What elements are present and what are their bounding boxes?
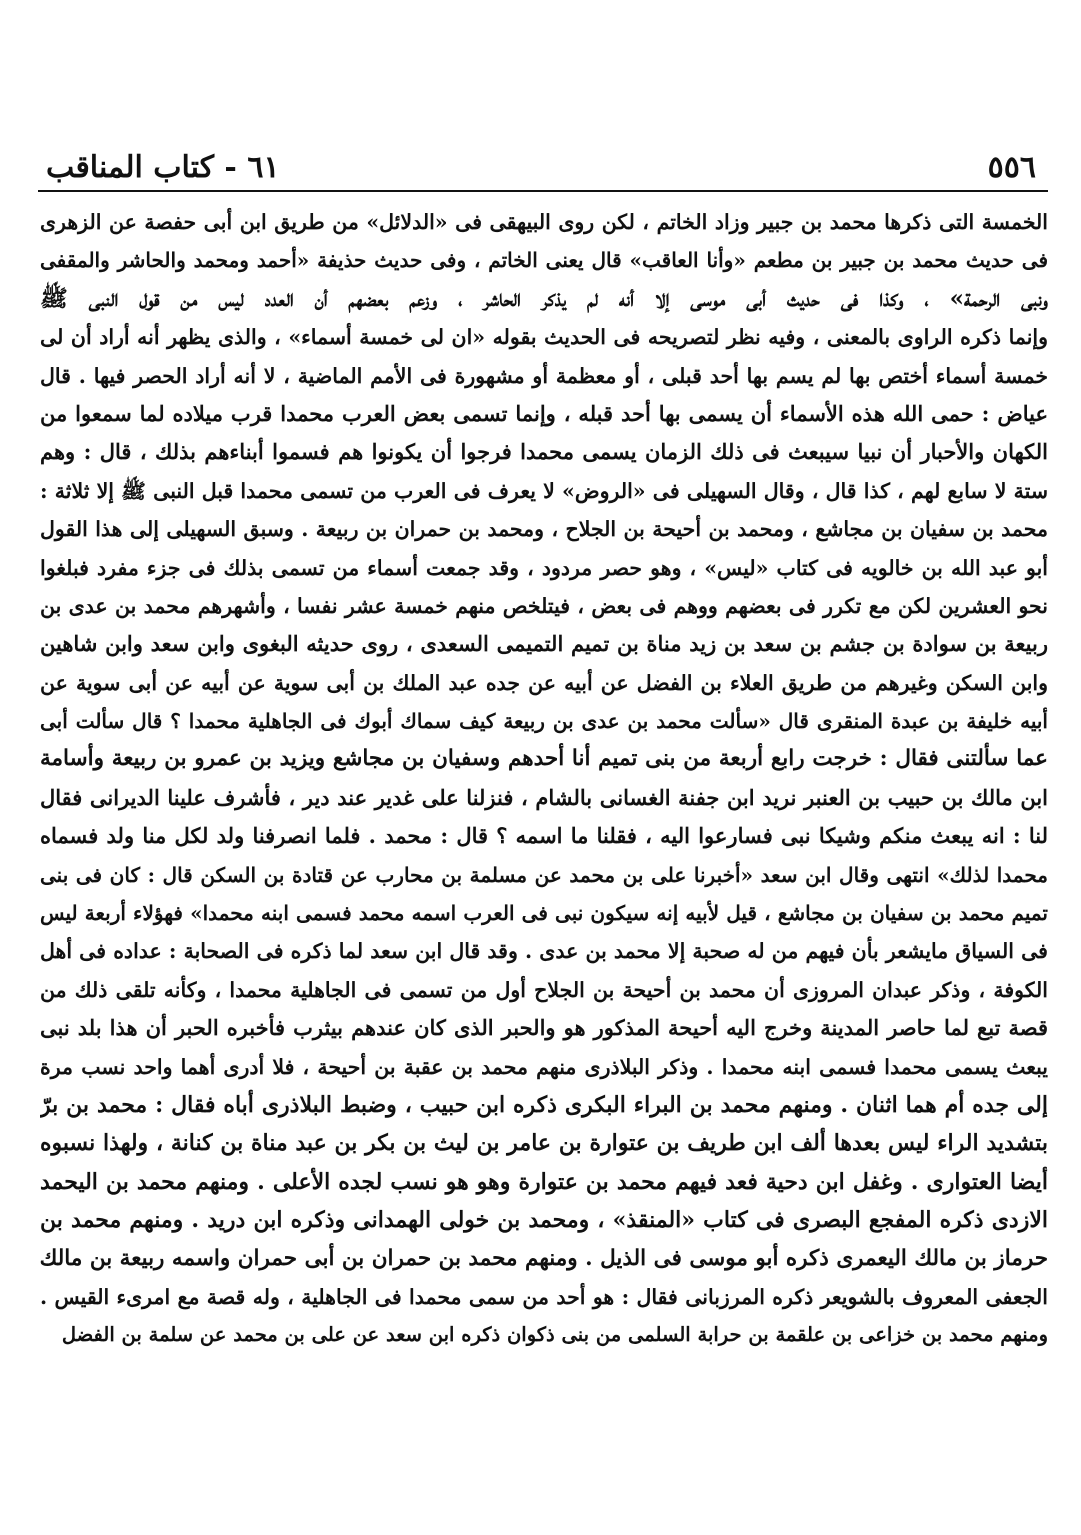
text-line: فى السياق مايشعر بأن فيهم من له صحبة إلا محمد بن عدى . وقد قال ابن سعد لما ذكره فى الصحابة : عداده فى أهل bbox=[40, 939, 1048, 964]
body-text bbox=[40, 203, 1048, 1355]
text-line: ومنهم محمد بن خزاعى بن علقمة بن حرابة السلمى من بنى ذكوان ذكره ابن سعد عن على بن محمد عن سلمة بن الفضل bbox=[61, 1323, 1048, 1347]
header-divider bbox=[38, 190, 1048, 192]
text-line: ونبى الرحمة» ، وكذا فى حديث أبى موسى إلا أنه لم يذكر الحاشر ، وزعم بعضهم أن العدد ليس من قول النبى ﷺ bbox=[40, 284, 1048, 312]
page-header bbox=[38, 148, 1048, 188]
text-line: الخمسة التى ذكرها محمد بن جبير وزاد الخاتم ، لكن روى البيهقى فى «الدلائل» من طريق ابن أبى حفصة عن الزهرى bbox=[40, 210, 1048, 234]
text-line: لنا : انه يبعث منكم وشيكا نبى فسارعوا اليه ، فقلنا ما اسمه ؟ قال : محمد . فلما انصرفنا ولد لكل منا ولد فسماه bbox=[40, 823, 1048, 849]
text-line: ربيعة بن سوادة بن جشم بن سعد بن زيد مناة بن تميم التميمى السعدى ، روى حديثه البغوى وابن سعد وابن شاهين bbox=[40, 631, 1048, 657]
text-line: محمدا لذلك» انتهى وقال ابن سعد «أخبرنا على بن محمد عن مسلمة بن محارب عن قتادة بن السكن قال : كان فى بنى bbox=[40, 862, 1048, 887]
text-line: وابن السكن وغيرهم من طريق العلاء بن الفضل عن أبيه عن جده عبد الملك بن أبى سوية عن أبيه عن أبى سوية عن bbox=[40, 670, 1048, 695]
text-line: بتشديد الراء ليس بعدها ألف ابن طريف بن عتوارة بن عامر بن ليث بن بكر بن عبد مناة بن كنانة ، ولهذا نسبوه bbox=[40, 1130, 1048, 1157]
text-line: تميم محمد بن سفيان بن مجاشع ، قيل لأبيه إنه سيكون نبى فى العرب اسمه محمد فسمى ابنه محمدا» فهؤلاء أربعة ليس bbox=[40, 901, 1048, 926]
text-line: قصة تبع لما حاصر المدينة وخرج اليه أحيحة المذكور هو والحبر الذى كان عندهم بيثرب فأخبره الحبر أن هذا بلد نبى bbox=[40, 1015, 1048, 1041]
text-line: الكهان والأحبار أن نبيا سيبعث فى ذلك الزمان يسمى محمدا فرجوا أن يكونوا هم فسموا أبناءهم بذلك ، قال : وهم bbox=[40, 439, 1048, 465]
text-line: حرماز بن مالك اليعمرى ذكره أبو موسى فى الذيل . ومنهم محمد بن حمران بن أبى حمران واسمه ربيعة بن مالك bbox=[40, 1245, 1048, 1271]
text-line: أبيه خليفة بن عبدة المنقرى قال «سألت محمد بن عدى بن ربيعة كيف سماك أبوك فى الجاهلية محمدا ؟ قال سألت أبى bbox=[40, 709, 1048, 734]
text-line: الكوفة ، وذكر عبدان المروزى أن محمد بن أحيحة بن الجلاح أول من تسمى فى الجاهلية محمدا ، وكأنه تلقى ذلك من bbox=[40, 977, 1048, 1002]
text-line: أيضا العتوارى . وغفل ابن دحية فعد فيهم محمد بن عتوارة وهو هو نسب لجده الأعلى . ومنهم محمد بن اليحمد bbox=[40, 1168, 1048, 1195]
chapter-title: ٦١ - كتاب المناقب bbox=[46, 150, 280, 185]
text-line: يبعث يسمى محمدا فسمى ابنه محمدا . وذكر البلاذرى منهم محمد بن عقبة بن أحيحة ، فلا أدرى أهما واحد نسب مرة bbox=[40, 1054, 1048, 1079]
text-line: إلى جده أم هما اثنان . ومنهم محمد بن البراء البكرى ذكره ابن حبيب ، وضبط البلاذرى أباه فقال : محمد بن برّ bbox=[40, 1091, 1048, 1118]
text-line: عما سألتنى فقال : خرجت رابع أربعة من بنى تميم أنا أحدهم وسفيان بن مجاشع ويزيد بن عمرو بن ربيعة وأسامة bbox=[40, 746, 1048, 772]
text-line: فى حديث محمد بن جبير بن مطعم «وأنا العاقب» قال يعنى الخاتم ، وفى حديث حذيفة «أحمد ومحمد والحاشر والمقفى bbox=[40, 248, 1048, 273]
page-number: ٥٥٦ bbox=[987, 150, 1036, 185]
text-line: الازدى ذكره المفجع البصرى فى كتاب «المنقذ» ، ومحمد بن خولى الهمدانى وذكره ابن دريد . ومنهم محمد بن bbox=[40, 1207, 1048, 1234]
text-line: عياض : حمى الله هذه الأسماء أن يسمى بها أحد قبله ، وإنما تسمى بعض العرب محمدا قرب ميلاده لما سمعوا من bbox=[40, 400, 1048, 426]
text-line: الجعفى المعروف بالشويعر ذكره المرزبانى فقال : هو أحد من سمى محمدا فى الجاهلية ، وله قصة مع امرىء القيس . bbox=[40, 1284, 1048, 1309]
text-line: خمسة أسماء أختص بها لم يسم بها أحد قبلى ، أو معظمة أو مشهورة فى الأمم الماضية ، لا أنه أراد الحصر فيها . قال bbox=[40, 363, 1048, 388]
text-line: نحو العشرين لكن مع تكرر فى بعضهم ووهم فى بعض ، فيتلخص منهم خمسة عشر نفسا ، وأشهرهم محمد بن عدى بن bbox=[40, 593, 1048, 618]
text-line: أبو عبد الله بن خالويه فى كتاب «ليس» ، وهو حصر مردود ، وقد جمعت أسماء من تسمى بذلك فى جزء مفرد فبلغوا bbox=[40, 555, 1048, 580]
text-line: وإنما ذكره الراوى بالمعنى ، وفيه نظر لتصريحه فى الحديث بقوله «ان لى خمسة أسماء» ، والذى يظهر أنه أراد أن لى bbox=[40, 325, 1048, 350]
text-line: ابن مالك بن حبيب بن العنبر نريد ابن جفنة الغسانى بالشام ، فنزلنا على غدير عند دير ، فأشرف علينا الديرانى فقال bbox=[40, 784, 1048, 810]
text-line: ستة لا سابع لهم ، كذا قال ، وقال السهيلى فى «الروض» لا يعرف فى العرب من تسمى محمدا قبل النبى ﷺ إلا ثلاثة : bbox=[40, 478, 1048, 503]
text-line: محمد بن سفيان بن مجاشع ، ومحمد بن أحيحة بن الجلاح ، ومحمد بن حمران بن ربيعة . وسبق السهيلى إلى هذا القول bbox=[40, 517, 1048, 542]
